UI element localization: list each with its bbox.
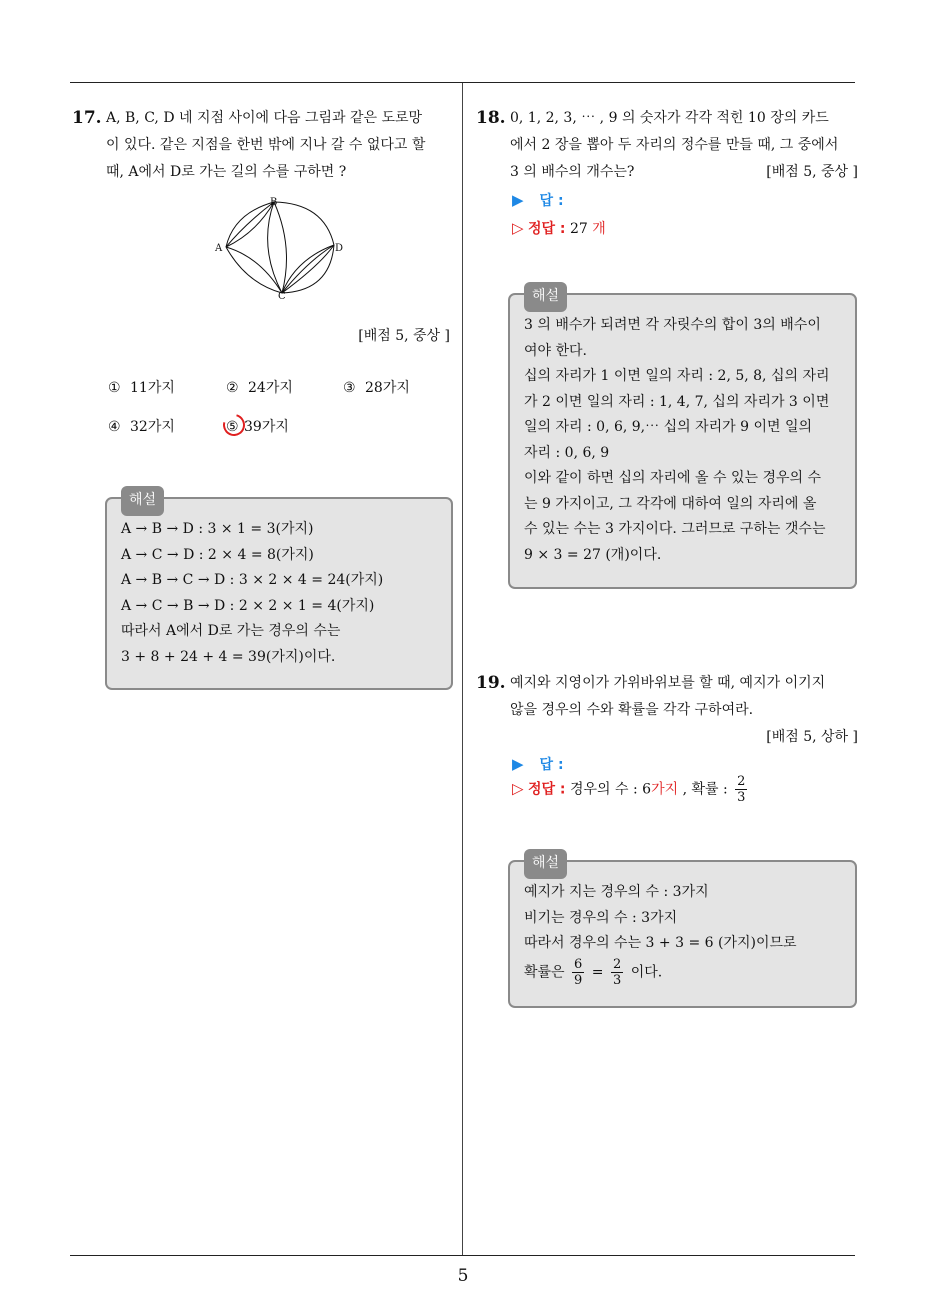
question-number: 19.	[476, 673, 506, 693]
question-line: 이 있다. 같은 지점을 한번 밖에 지나 갈 수 없다고 할	[106, 137, 426, 153]
solution-text: 확률은	[524, 964, 565, 980]
choice-5[interactable]	[226, 416, 289, 436]
point-label-b: B	[270, 197, 278, 208]
answer-label: 답 :	[539, 193, 564, 209]
correct-value: 27	[569, 221, 588, 237]
solution-line: 3 의 배수가 되려면 각 자릿수의 합이 3의 배수이	[524, 317, 821, 333]
question-line: 예지와 지영이가 가위바위보를 할 때, 예지가 이기지	[510, 675, 826, 691]
question-line: 3 의 배수의 개수는?	[510, 164, 635, 180]
solution-line: 는 9 가지이고, 그 각각에 대하여 일의 자리에 올	[524, 495, 817, 512]
fraction-denominator: 3	[737, 790, 746, 805]
choice-1[interactable]	[108, 377, 175, 397]
solution-box-18	[508, 288, 857, 589]
choice-mark: ②	[226, 380, 239, 396]
choice-mark: ①	[108, 380, 121, 396]
solution-line: 여야 한다.	[524, 342, 587, 359]
solution-line: A → C → B → D : 2 × 2 × 1 = 4(가지)	[121, 597, 375, 614]
question-line: 않을 경우의 수와 확률을 각각 구하여라.	[510, 702, 754, 718]
choice-4[interactable]	[108, 416, 175, 436]
solution-line: 수 있는 수는 3 가지이다. 그러므로 구하는 갯수는	[524, 521, 826, 537]
page-number: 5	[457, 1266, 469, 1286]
solution-line: A → B → C → D : 3 × 2 × 4 = 24(가지)	[121, 572, 384, 588]
road-a-b-2	[226, 202, 274, 247]
question-number: 17.	[72, 108, 102, 128]
solution-line: 십의 자리가 1 이면 일의 자리 : 2, 5, 8, 십의 자리	[524, 368, 830, 384]
question-line-with-score	[510, 159, 858, 186]
solution-line: 3 + 8 + 24 + 4 = 39(가지)이다.	[121, 648, 336, 665]
choice-mark: ⑤	[226, 419, 239, 435]
solution-line: A → B → D : 3 × 1 = 3(가지)	[121, 521, 314, 537]
question-text	[476, 105, 858, 186]
correct-answer-row-19	[512, 774, 750, 805]
bottom-rule	[70, 1255, 855, 1256]
road-network-figure	[212, 195, 352, 303]
column-divider	[462, 83, 463, 1255]
play-icon: ▶	[512, 755, 524, 773]
question-line: A, B, C, D 네 지점 사이에 다음 그림과 같은 도로망	[106, 110, 423, 126]
solution-line: 9 × 3 = 27 (개)이다.	[524, 546, 662, 563]
choice-2[interactable]	[226, 377, 293, 397]
probability-fraction	[735, 774, 747, 805]
play-icon: ▶	[512, 191, 524, 209]
solution-line: 비기는 경우의 수 : 3가지	[524, 909, 678, 926]
fraction-numerator: 2	[737, 774, 746, 789]
correct-prefix: 경우의 수 : 6	[569, 781, 652, 798]
question-17	[72, 105, 457, 186]
choice-3[interactable]	[343, 377, 410, 397]
fraction-denominator: 9	[574, 972, 583, 988]
choice-text: 11가지	[130, 380, 175, 396]
road-a-b-1	[226, 202, 274, 247]
solution-line: A → C → D : 2 × 4 = 8(가지)	[121, 546, 314, 563]
solution-line: 따라서 경우의 수는 3 + 3 = 6 (가지)이므로	[524, 935, 797, 951]
question-line: 0, 1, 2, 3, ⋯ , 9 의 숫자가 각각 적힌 10 장의 카드	[510, 110, 829, 126]
road-c-d-4	[282, 245, 334, 293]
solution-line: 따라서 A에서 D로 가는 경우의 수는	[121, 623, 341, 639]
question-number: 18.	[476, 108, 506, 128]
answer-row-19	[512, 754, 564, 774]
correct-label: 정답 :	[528, 221, 566, 237]
choice-mark: ③	[343, 380, 356, 396]
solution-tag: 해설	[524, 849, 567, 879]
question-line: 에서 2 장을 뽑아 두 자리의 정수를 만들 때, 그 중에서	[510, 137, 839, 153]
score-label: [배점 5, 중상 ]	[766, 164, 858, 180]
selected-answer-circle	[219, 410, 249, 440]
road-c-d-1	[282, 245, 334, 293]
solution-line-fraction	[524, 957, 841, 988]
road-a-c-2	[226, 247, 282, 293]
solution-line: 자리 : 0, 6, 9	[524, 444, 610, 461]
choice-text: 32가지	[130, 419, 175, 435]
score-label: [배점 5, 중상 ]	[358, 328, 450, 344]
question-19	[476, 670, 858, 751]
question-line: 때, A에서 D로 가는 길의 수를 구하면 ?	[106, 164, 347, 180]
question-text	[72, 105, 457, 186]
answer-label: 답 :	[539, 757, 564, 773]
correct-unit: 가지	[651, 781, 679, 798]
solution-text: 이다.	[630, 964, 663, 980]
question-text	[476, 670, 858, 751]
road-a-c-1	[226, 247, 282, 293]
correct-unit: 개	[592, 221, 606, 237]
solution-tag: 해설	[121, 486, 164, 516]
solution-fraction	[572, 957, 584, 988]
point-label-d: D	[335, 243, 344, 254]
road-c-d-3	[282, 245, 334, 293]
equals-sign: =	[591, 964, 604, 980]
road-b-d	[274, 202, 334, 245]
choice-text: 39가지	[244, 419, 289, 435]
choice-text: 24가지	[248, 380, 293, 396]
solution-box-19	[508, 855, 857, 1008]
road-c-d-2	[282, 245, 334, 293]
solution-line: 이와 같이 하면 십의 자리에 올 수 있는 경우의 수	[524, 470, 822, 486]
question-18	[476, 105, 858, 186]
correct-label: 정답 :	[528, 781, 566, 798]
outline-play-icon: ▷	[512, 219, 524, 237]
solution-line: 예지가 지는 경우의 수 : 3가지	[524, 884, 709, 900]
correct-mid: , 확률 :	[682, 781, 728, 798]
outline-play-icon: ▷	[512, 779, 524, 798]
correct-answer-row-18	[512, 218, 606, 238]
fraction-denominator: 3	[612, 972, 622, 988]
fraction-numerator: 2	[612, 956, 622, 972]
solution-tag: 해설	[524, 282, 567, 312]
answer-row-18	[512, 190, 564, 210]
point-label-a: A	[215, 243, 223, 254]
fraction-numerator: 6	[574, 956, 583, 972]
point-label-c: C	[278, 291, 286, 302]
choice-text: 28가지	[365, 380, 410, 396]
solution-line: 가 2 이면 일의 자리 : 1, 4, 7, 십의 자리가 3 이면	[524, 393, 830, 410]
solution-fraction	[611, 957, 623, 988]
solution-box-17	[105, 492, 453, 690]
score-label: [배점 5, 상하 ]	[766, 729, 858, 745]
solution-line: 일의 자리 : 0, 6, 9,⋯ 십의 자리가 9 이면 일의	[524, 419, 813, 435]
road-a-b-3	[226, 202, 274, 247]
choice-mark: ④	[108, 419, 121, 435]
